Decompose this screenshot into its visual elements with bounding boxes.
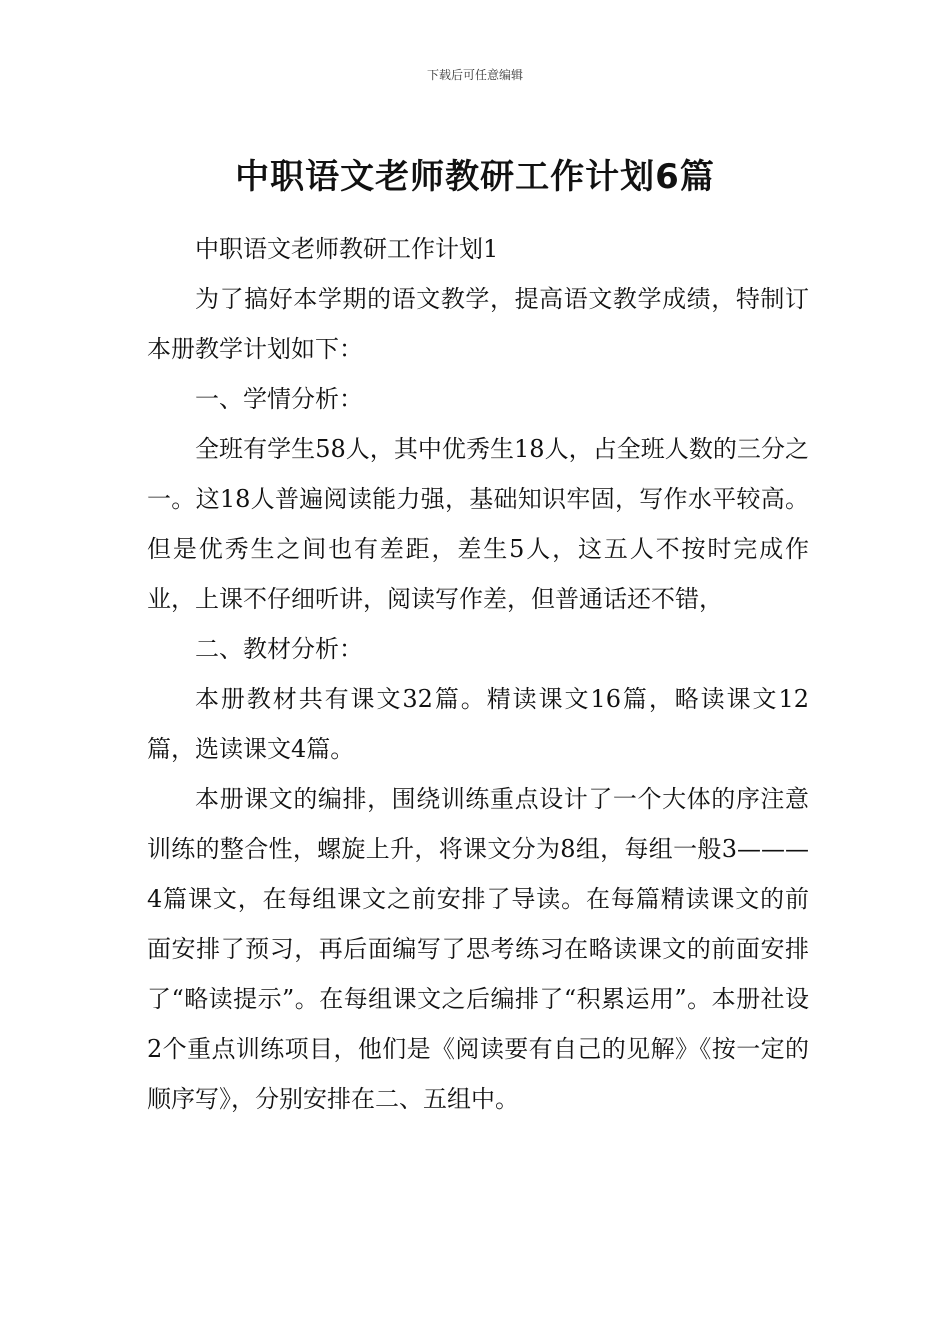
paragraph-intro: 为了搞好本学期的语文教学，提高语文教学成绩，特制订本册教学计划如下：	[147, 285, 809, 363]
document-title: 中职语文老师教研工作计划6篇	[235, 156, 715, 197]
paragraph-student-analysis: 全班有学生58人，其中优秀生18人，占全班人数的三分之一。这18人普遍阅读能力强，基础知识牢固，写作水平较高。但是优秀生之间也有差距，差生5人，这五人不按时完成作业，上课不仔细听讲，阅读写作差，但普通话还不错，	[147, 435, 809, 613]
paragraph-textbook-arrangement: 本册课文的编排，围绕训练重点设计了一个大体的序注意训练的整合性，螺旋上升，将课文分为8组，每组一般3———4篇课文，在每组课文之前安排了导读。在每篇精读课文的前面安排了预习，再后面编写了思考练习在略读课文的前面安排了“略读提示”。在每组课文之后编排了“积累运用”。本册社设2个重点训练项目，他们是《阅读要有自己的见解》《按一定的顺序写》，分别安排在二、五组中。	[147, 785, 809, 1113]
paragraph-section-heading: 中职语文老师教研工作计划1	[195, 235, 499, 263]
header-note: 下载后可任意编辑	[426, 68, 523, 82]
paragraph-heading-textbook-analysis: 二、教材分析：	[195, 635, 363, 663]
paragraph-textbook-count: 本册教材共有课文32篇。精读课文16篇，略读课文12篇，选读课文4篇。	[147, 685, 809, 763]
paragraph-heading-student-analysis: 一、学情分析：	[195, 385, 363, 413]
document-body	[147, 224, 809, 1124]
